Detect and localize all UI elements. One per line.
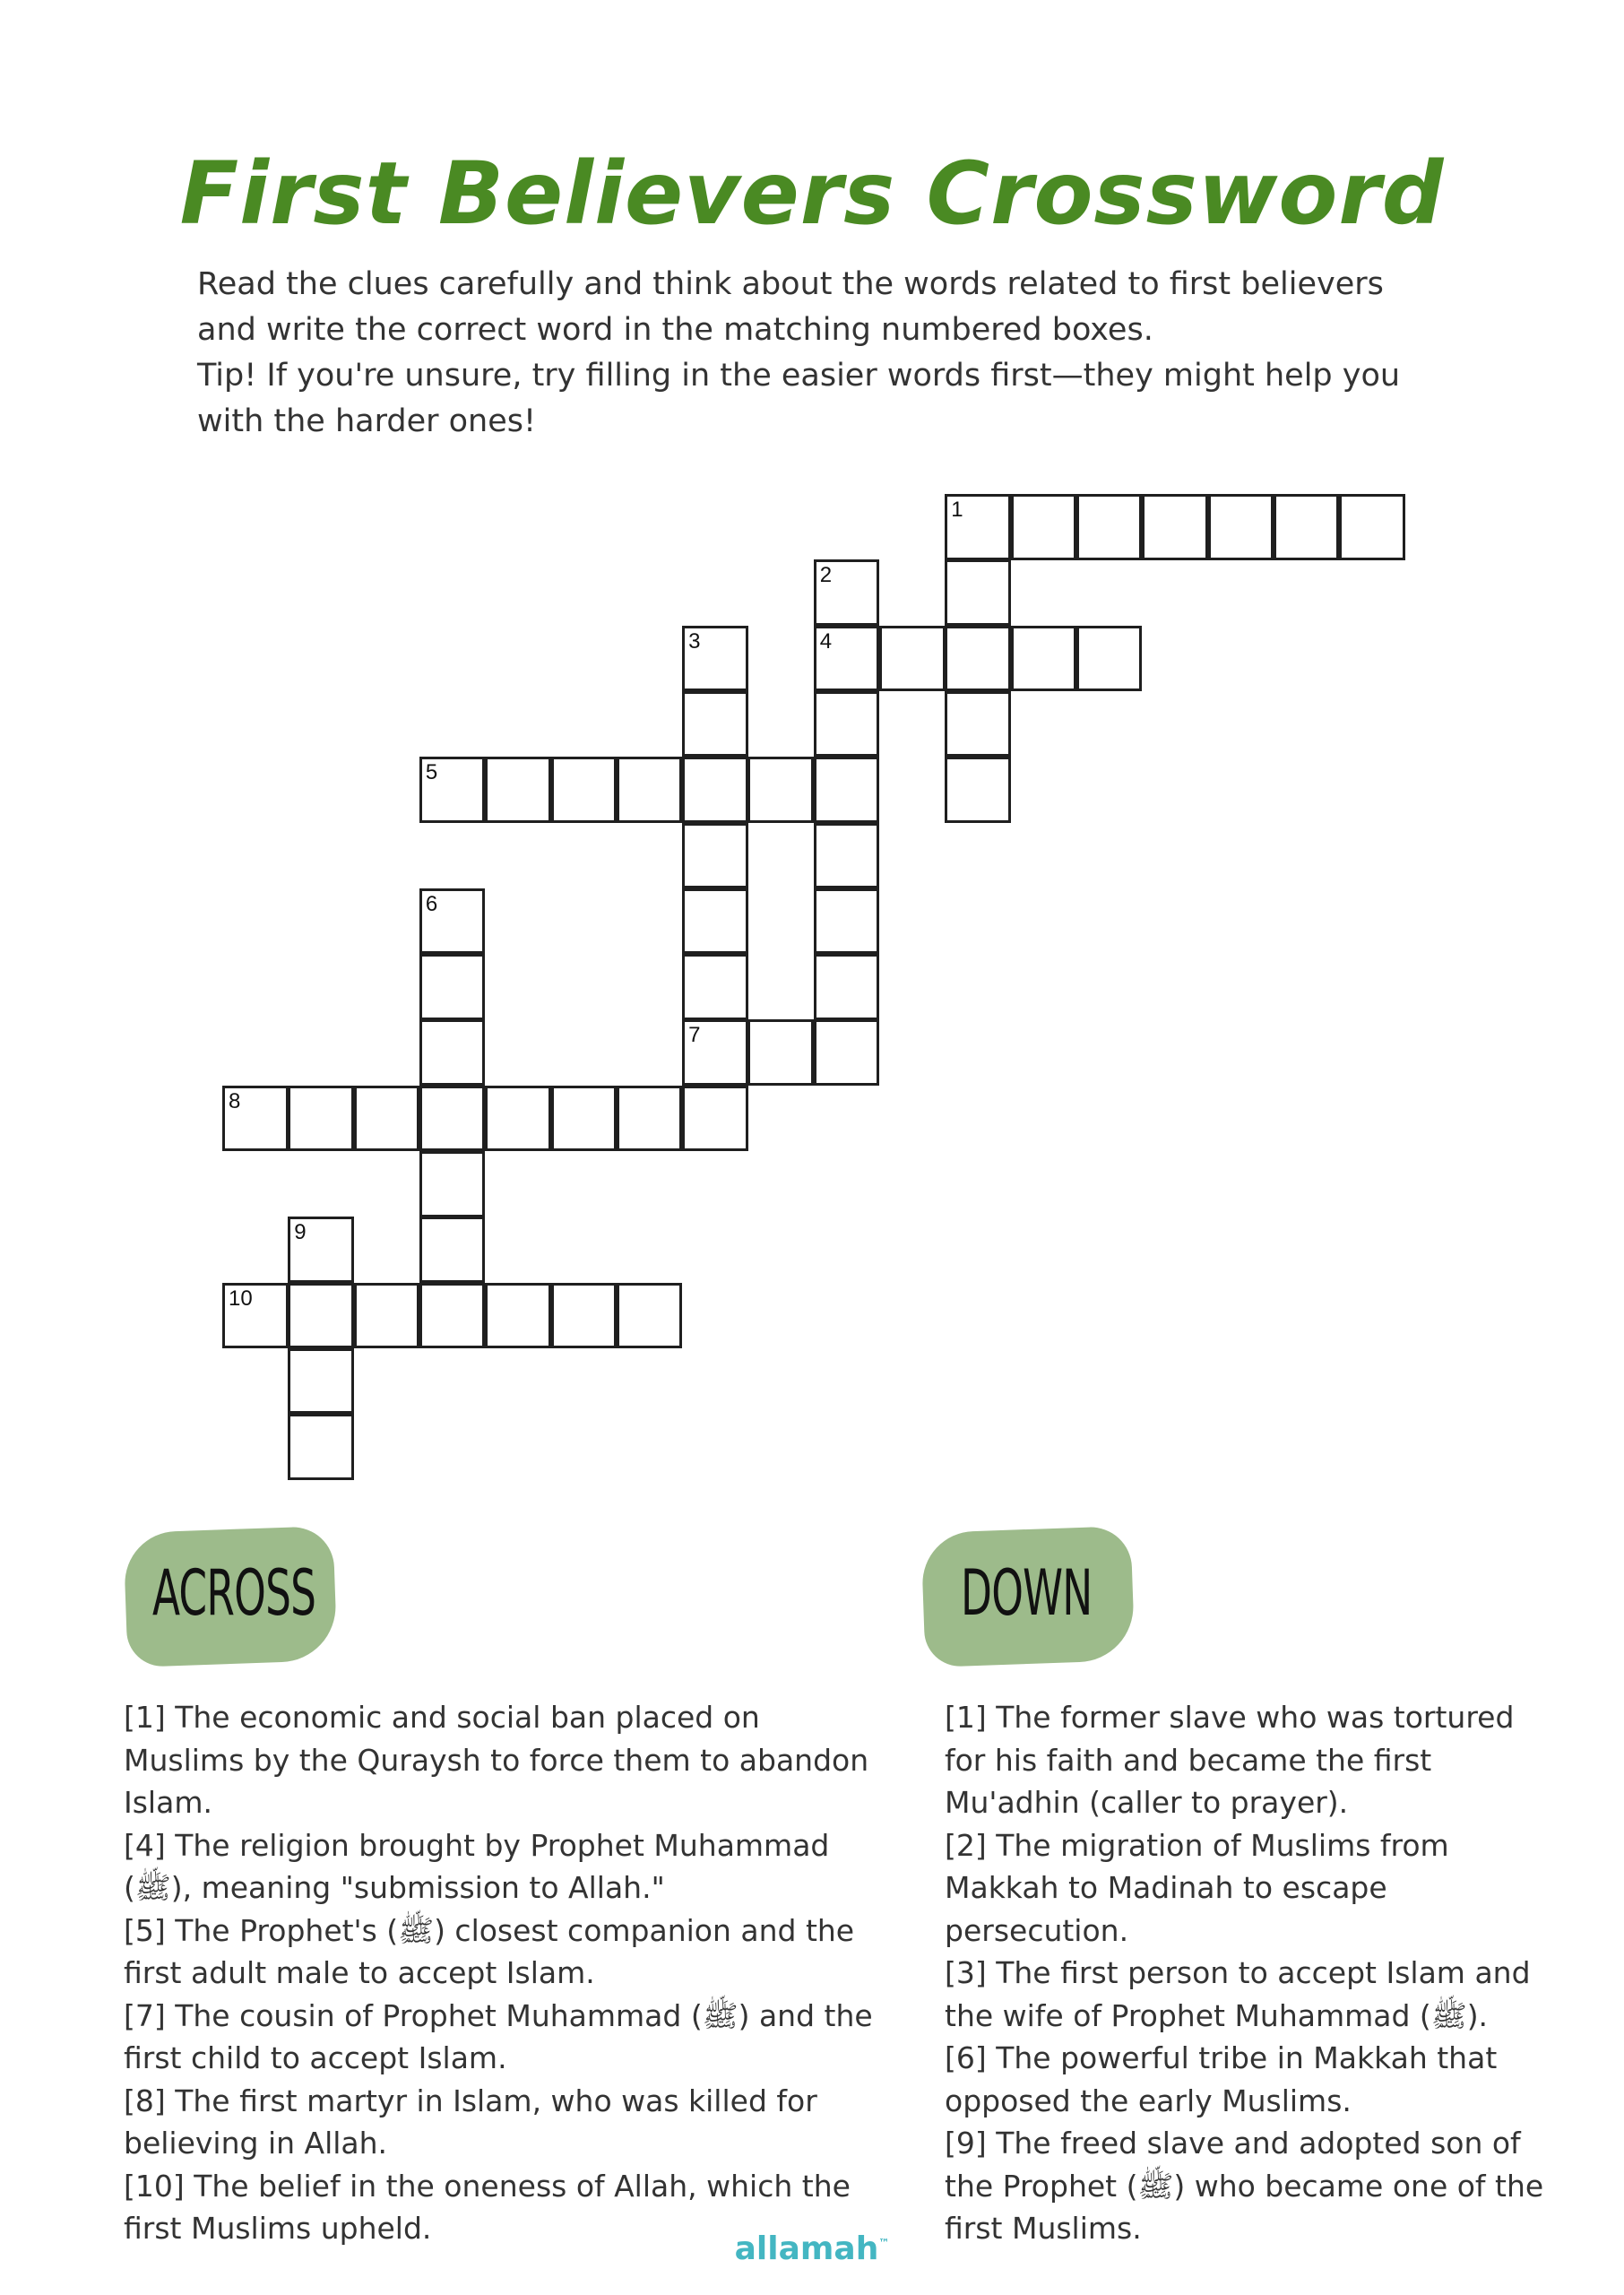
crossword-cell[interactable] (1011, 494, 1077, 560)
crossword-cell[interactable] (1076, 626, 1143, 692)
crossword-cell[interactable] (288, 1283, 354, 1349)
crossword-cell[interactable] (814, 954, 880, 1020)
down-heading: DOWN (961, 1556, 1093, 1630)
crossword-cell-1[interactable] (945, 494, 1011, 560)
crossword-cell-2[interactable] (814, 559, 880, 626)
clue-across-7: [7] The cousin of Prophet Muhammad (ﷺ) and the first child to accept Islam. (124, 1997, 873, 2075)
instructions-tip: Tip! If you're unsure, try filling in the easier words first—they might help you with the harder ones! (197, 358, 1401, 439)
clue-across-5: [5] The Prophet's (ﷺ) closest companion and the first adult male to accept Islam. (124, 1912, 855, 1990)
crossword-cell[interactable] (747, 1019, 814, 1086)
crossword-cell[interactable] (945, 691, 1011, 758)
crossword-cell[interactable] (1076, 494, 1143, 560)
crossword-cell[interactable] (354, 1086, 420, 1152)
clue-down-1: [1] The former slave who was tortured for his faith and became the first Mu'adhin (caller to prayer). (945, 1700, 1515, 1820)
crossword-cell[interactable] (288, 1414, 354, 1480)
crossword-cell[interactable] (617, 1086, 683, 1152)
crossword-cell[interactable] (682, 1086, 748, 1152)
crossword-cell[interactable] (814, 823, 880, 889)
crossword-cell[interactable] (419, 1086, 486, 1152)
clue-down-6: [6] The powerful tribe in Makkah that opposed the early Muslims. (945, 2040, 1498, 2118)
crossword-cell[interactable] (747, 757, 814, 823)
crossword-cell[interactable] (945, 626, 1011, 692)
crossword-cell[interactable] (617, 757, 683, 823)
page-title: First Believers Crossword (179, 143, 1445, 244)
crossword-cell[interactable] (551, 1086, 618, 1152)
clue-number: 9 (294, 1220, 307, 1245)
clue-number: 10 (229, 1286, 253, 1311)
instructions (197, 262, 1452, 445)
crossword-cell[interactable] (419, 1151, 486, 1217)
crossword-cell[interactable] (485, 757, 551, 823)
crossword-cell[interactable] (354, 1283, 420, 1349)
down-clues (945, 1696, 1554, 2250)
across-clues (124, 1696, 877, 2250)
crossword-cell[interactable] (485, 1086, 551, 1152)
crossword-cell[interactable] (814, 888, 880, 955)
crossword-cell[interactable] (551, 757, 618, 823)
crossword-cell[interactable] (1339, 494, 1405, 560)
brand-logo (0, 2230, 1624, 2267)
crossword-cell[interactable] (682, 757, 748, 823)
crossword-cell-6[interactable] (419, 888, 486, 955)
crossword-cell[interactable] (814, 691, 880, 758)
crossword-cell[interactable] (1208, 494, 1274, 560)
clue-number: 8 (229, 1088, 241, 1113)
crossword-cell[interactable] (945, 559, 1011, 626)
crossword-cell[interactable] (682, 888, 748, 955)
crossword-cell[interactable] (419, 1217, 486, 1283)
crossword-cell[interactable] (1274, 494, 1340, 560)
clue-down-9: [9] The freed slave and adopted son of the Prophet (ﷺ) who became one of the first Muslims. (945, 2126, 1544, 2246)
crossword-cell[interactable] (682, 823, 748, 889)
clue-number: 4 (819, 628, 833, 654)
crossword-cell[interactable] (879, 626, 946, 692)
clue-across-4: [4] The religion brought by Prophet Muhammad (ﷺ), meaning "submission to Allah." (124, 1827, 830, 1905)
clue-number: 2 (819, 563, 833, 588)
crossword-cell[interactable] (814, 1019, 880, 1086)
crossword-cell[interactable] (485, 1283, 551, 1349)
crossword-cell-3[interactable] (682, 626, 748, 692)
crossword-cell[interactable] (1142, 494, 1208, 560)
clue-down-3: [3] The first person to accept Islam and the wife of Prophet Muhammad (ﷺ). (945, 1955, 1531, 2033)
crossword-cell[interactable] (617, 1283, 683, 1349)
crossword-cell[interactable] (551, 1283, 618, 1349)
trademark-mark: ™ (878, 2237, 890, 2249)
crossword-cell[interactable] (419, 1283, 486, 1349)
clue-down-2: [2] The migration of Muslims from Makkah to Madinah to escape persecution. (945, 1827, 1449, 1948)
crossword-cell[interactable] (945, 757, 1011, 823)
crossword-cell-10[interactable] (222, 1283, 289, 1349)
crossword-cell[interactable] (419, 1019, 486, 1086)
crossword-cell-5[interactable] (419, 757, 486, 823)
clue-across-8: [8] The first martyr in Islam, who was killed for believing in Allah. (124, 2083, 817, 2161)
clue-across-1: [1] The economic and social ban placed on Muslims by the Quraysh to force them to abandon Islam. (124, 1700, 869, 1820)
crossword-cell-9[interactable] (288, 1217, 354, 1283)
crossword-cell[interactable] (682, 954, 748, 1020)
crossword-cell[interactable] (288, 1348, 354, 1415)
crossword-cell[interactable] (1011, 626, 1077, 692)
crossword-cell-4[interactable] (814, 626, 880, 692)
clue-across-10: [10] The belief in the oneness of Allah, which the first Muslims upheld. (124, 2168, 851, 2246)
crossword-cell[interactable] (419, 954, 486, 1020)
crossword-cell[interactable] (288, 1086, 354, 1152)
across-heading: ACROSS (152, 1556, 316, 1630)
clue-number: 1 (951, 498, 963, 522)
crossword-cell[interactable] (682, 691, 748, 758)
clue-number: 3 (688, 628, 701, 654)
clue-number: 5 (425, 760, 438, 785)
crossword-cell-8[interactable] (222, 1086, 289, 1152)
crossword-cell-7[interactable] (682, 1019, 748, 1086)
instructions-line-1: Read the clues carefully and think about the words related to first believers and write the correct word in the matching numbered boxes. (197, 266, 1384, 348)
clue-number: 7 (688, 1023, 701, 1048)
brand-name: allamah (734, 2230, 879, 2267)
crossword-cell[interactable] (814, 757, 880, 823)
clue-number: 6 (425, 891, 438, 916)
